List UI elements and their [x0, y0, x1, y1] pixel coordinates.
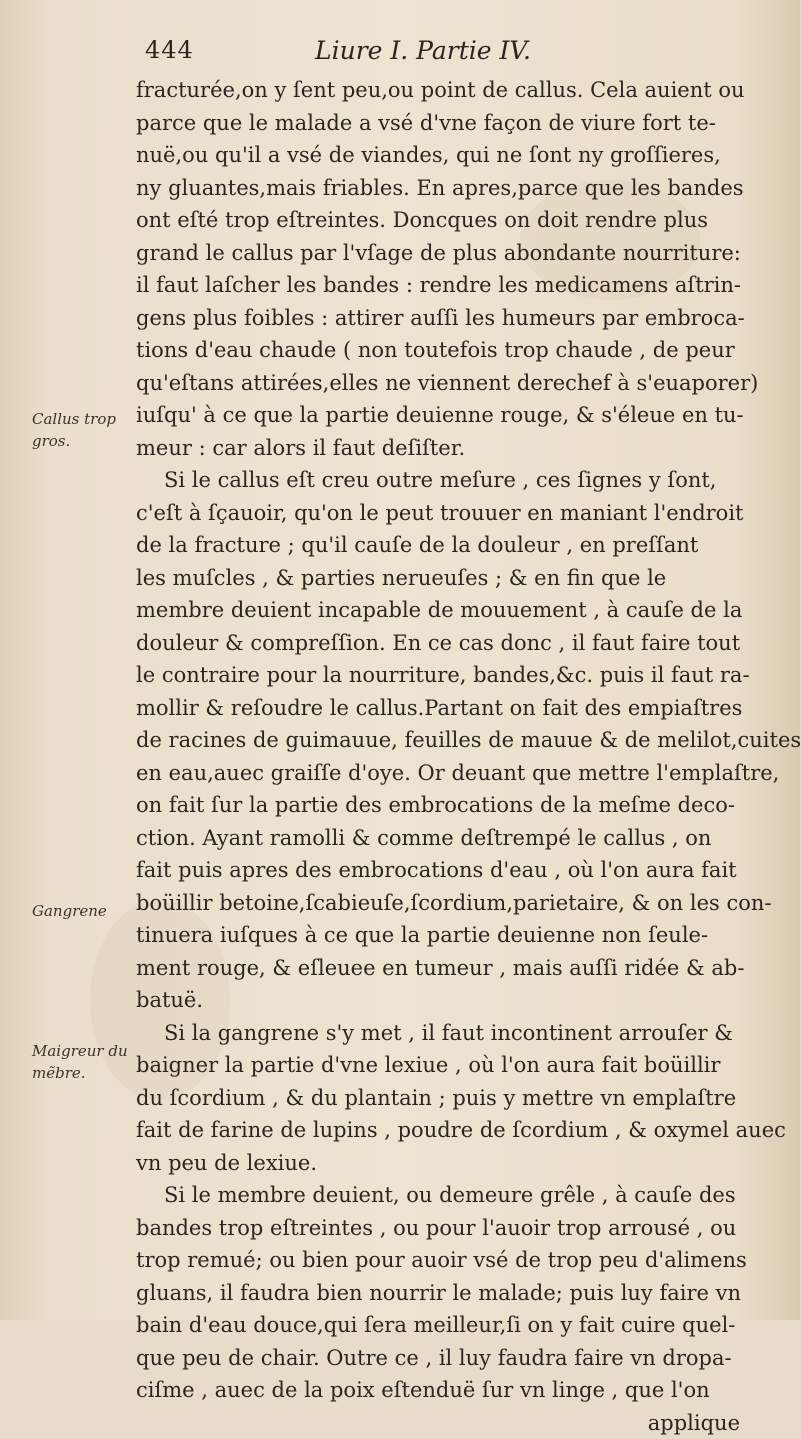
body-text — [136, 74, 764, 1439]
text-line: parce que le malade a vsé d'vne façon de viure fort te- — [136, 107, 764, 140]
text-line: de la fracture ; qu'il cauſe de la douleur , en preſſant — [136, 529, 764, 562]
page-header — [145, 36, 665, 68]
text-line: le contraire pour la nourriture, bandes,&c. puis il faut ra- — [136, 659, 764, 692]
text-line: tinuera iuſques à ce que la partie deuienne non ſeule- — [136, 919, 764, 952]
text-line: trop remué; ou bien pour auoir vsé de trop peu d'alimens — [136, 1244, 764, 1277]
text-line: ont eſté trop eſtreintes. Doncques on doit rendre plus — [136, 204, 764, 237]
text-line: douleur & compreſſion. En ce cas donc , il faut faire tout — [136, 627, 764, 660]
text-line: c'eſt à ſçauoir, qu'on le peut trouuer en maniant l'endroit — [136, 497, 764, 530]
text-line: du ſcordium , & du plantain ; puis y mettre vn emplaſtre — [136, 1082, 764, 1115]
text-line: batuë. — [136, 984, 764, 1017]
text-line: membre deuient incapable de mouuement , à cauſe de la — [136, 594, 764, 627]
margin-note-callus: Callus trop gros. — [32, 408, 132, 452]
text-line: tions d'eau chaude ( non toutefois trop chaude , de peur — [136, 334, 764, 367]
text-line: nuë,ou qu'il a vsé de viandes, qui ne ſont ny groſſieres, — [136, 139, 764, 172]
text-line: en eau,auec graiſſe d'oye. Or deuant que mettre l'emplaſtre, — [136, 757, 764, 790]
text-line: qu'eſtans attirées,elles ne viennent derechef à s'euaporer) — [136, 367, 764, 400]
text-line: bandes trop eſtreintes , ou pour l'auoir trop arrousé , ou — [136, 1212, 764, 1245]
text-line: fracturée,on y ſent peu,ou point de callus. Cela auient ou — [136, 74, 764, 107]
text-line: il faut laſcher les bandes : rendre les medicamens aſtrin- — [136, 269, 764, 302]
text-line: boüillir betoine,ſcabieuſe,ſcordium,parietaire, & on les con- — [136, 887, 764, 920]
paragraph-start-line: Si le callus eſt creu outre meſure , ces ſignes y ſont, — [136, 464, 764, 497]
text-line: grand le callus par l'vſage de plus abondante nourriture: — [136, 237, 764, 270]
text-line: mollir & reſoudre le callus.Partant on fait des empiaſtres — [136, 692, 764, 725]
text-line: iuſqu' à ce que la partie deuienne rouge, & s'éleue en tu- — [136, 399, 764, 432]
text-line: meur : car alors il faut deſiſter. — [136, 432, 764, 465]
margin-note-maigreur: Maigreur du mẽbre. — [32, 1040, 132, 1084]
text-line: fait de farine de lupins , poudre de ſcordium , & oxymel auec — [136, 1114, 764, 1147]
text-line: fait puis apres des embrocations d'eau , où l'on aura fait — [136, 854, 764, 887]
catchword: applique — [136, 1407, 764, 1439]
text-line: ction. Ayant ramolli & comme deſtrempé le callus , on — [136, 822, 764, 855]
page-number: 444 — [145, 36, 194, 64]
text-line: de racines de guimauue, feuilles de mauue & de melilot,cuites — [136, 724, 764, 757]
text-line: que peu de chair. Outre ce , il luy faudra faire vn dropa- — [136, 1342, 764, 1375]
paragraph-start-line: Si le membre deuient, ou demeure grêle , à cauſe des — [136, 1179, 764, 1212]
running-title: Liure I. Partie IV. — [315, 36, 531, 65]
margin-note-gangrene: Gangrene — [32, 900, 132, 922]
text-line: les muſcles , & parties nerueuſes ; & en fin que le — [136, 562, 764, 595]
text-line: vn peu de lexiue. — [136, 1147, 764, 1180]
text-line: gluans, il faudra bien nourrir le malade; puis luy faire vn — [136, 1277, 764, 1310]
text-line: ciſme , auec de la poix eſtenduë ſur vn linge , que l'on — [136, 1374, 764, 1407]
paragraph-start-line: Si la gangrene s'y met , il faut incontinent arrouſer & — [136, 1017, 764, 1050]
text-line: ment rouge, & eſleuee en tumeur , mais auſſi ridée & ab- — [136, 952, 764, 985]
text-line: gens plus foibles : attirer auſſi les humeurs par embroca- — [136, 302, 764, 335]
text-line: bain d'eau douce,qui ſera meilleur,ſi on y fait cuire quel- — [136, 1309, 764, 1342]
text-line: on fait ſur la partie des embrocations de la meſme deco- — [136, 789, 764, 822]
text-line: baigner la partie d'vne lexiue , où l'on aura fait boüillir — [136, 1049, 764, 1082]
text-line: ny gluantes,mais friables. En apres,parce que les bandes — [136, 172, 764, 205]
